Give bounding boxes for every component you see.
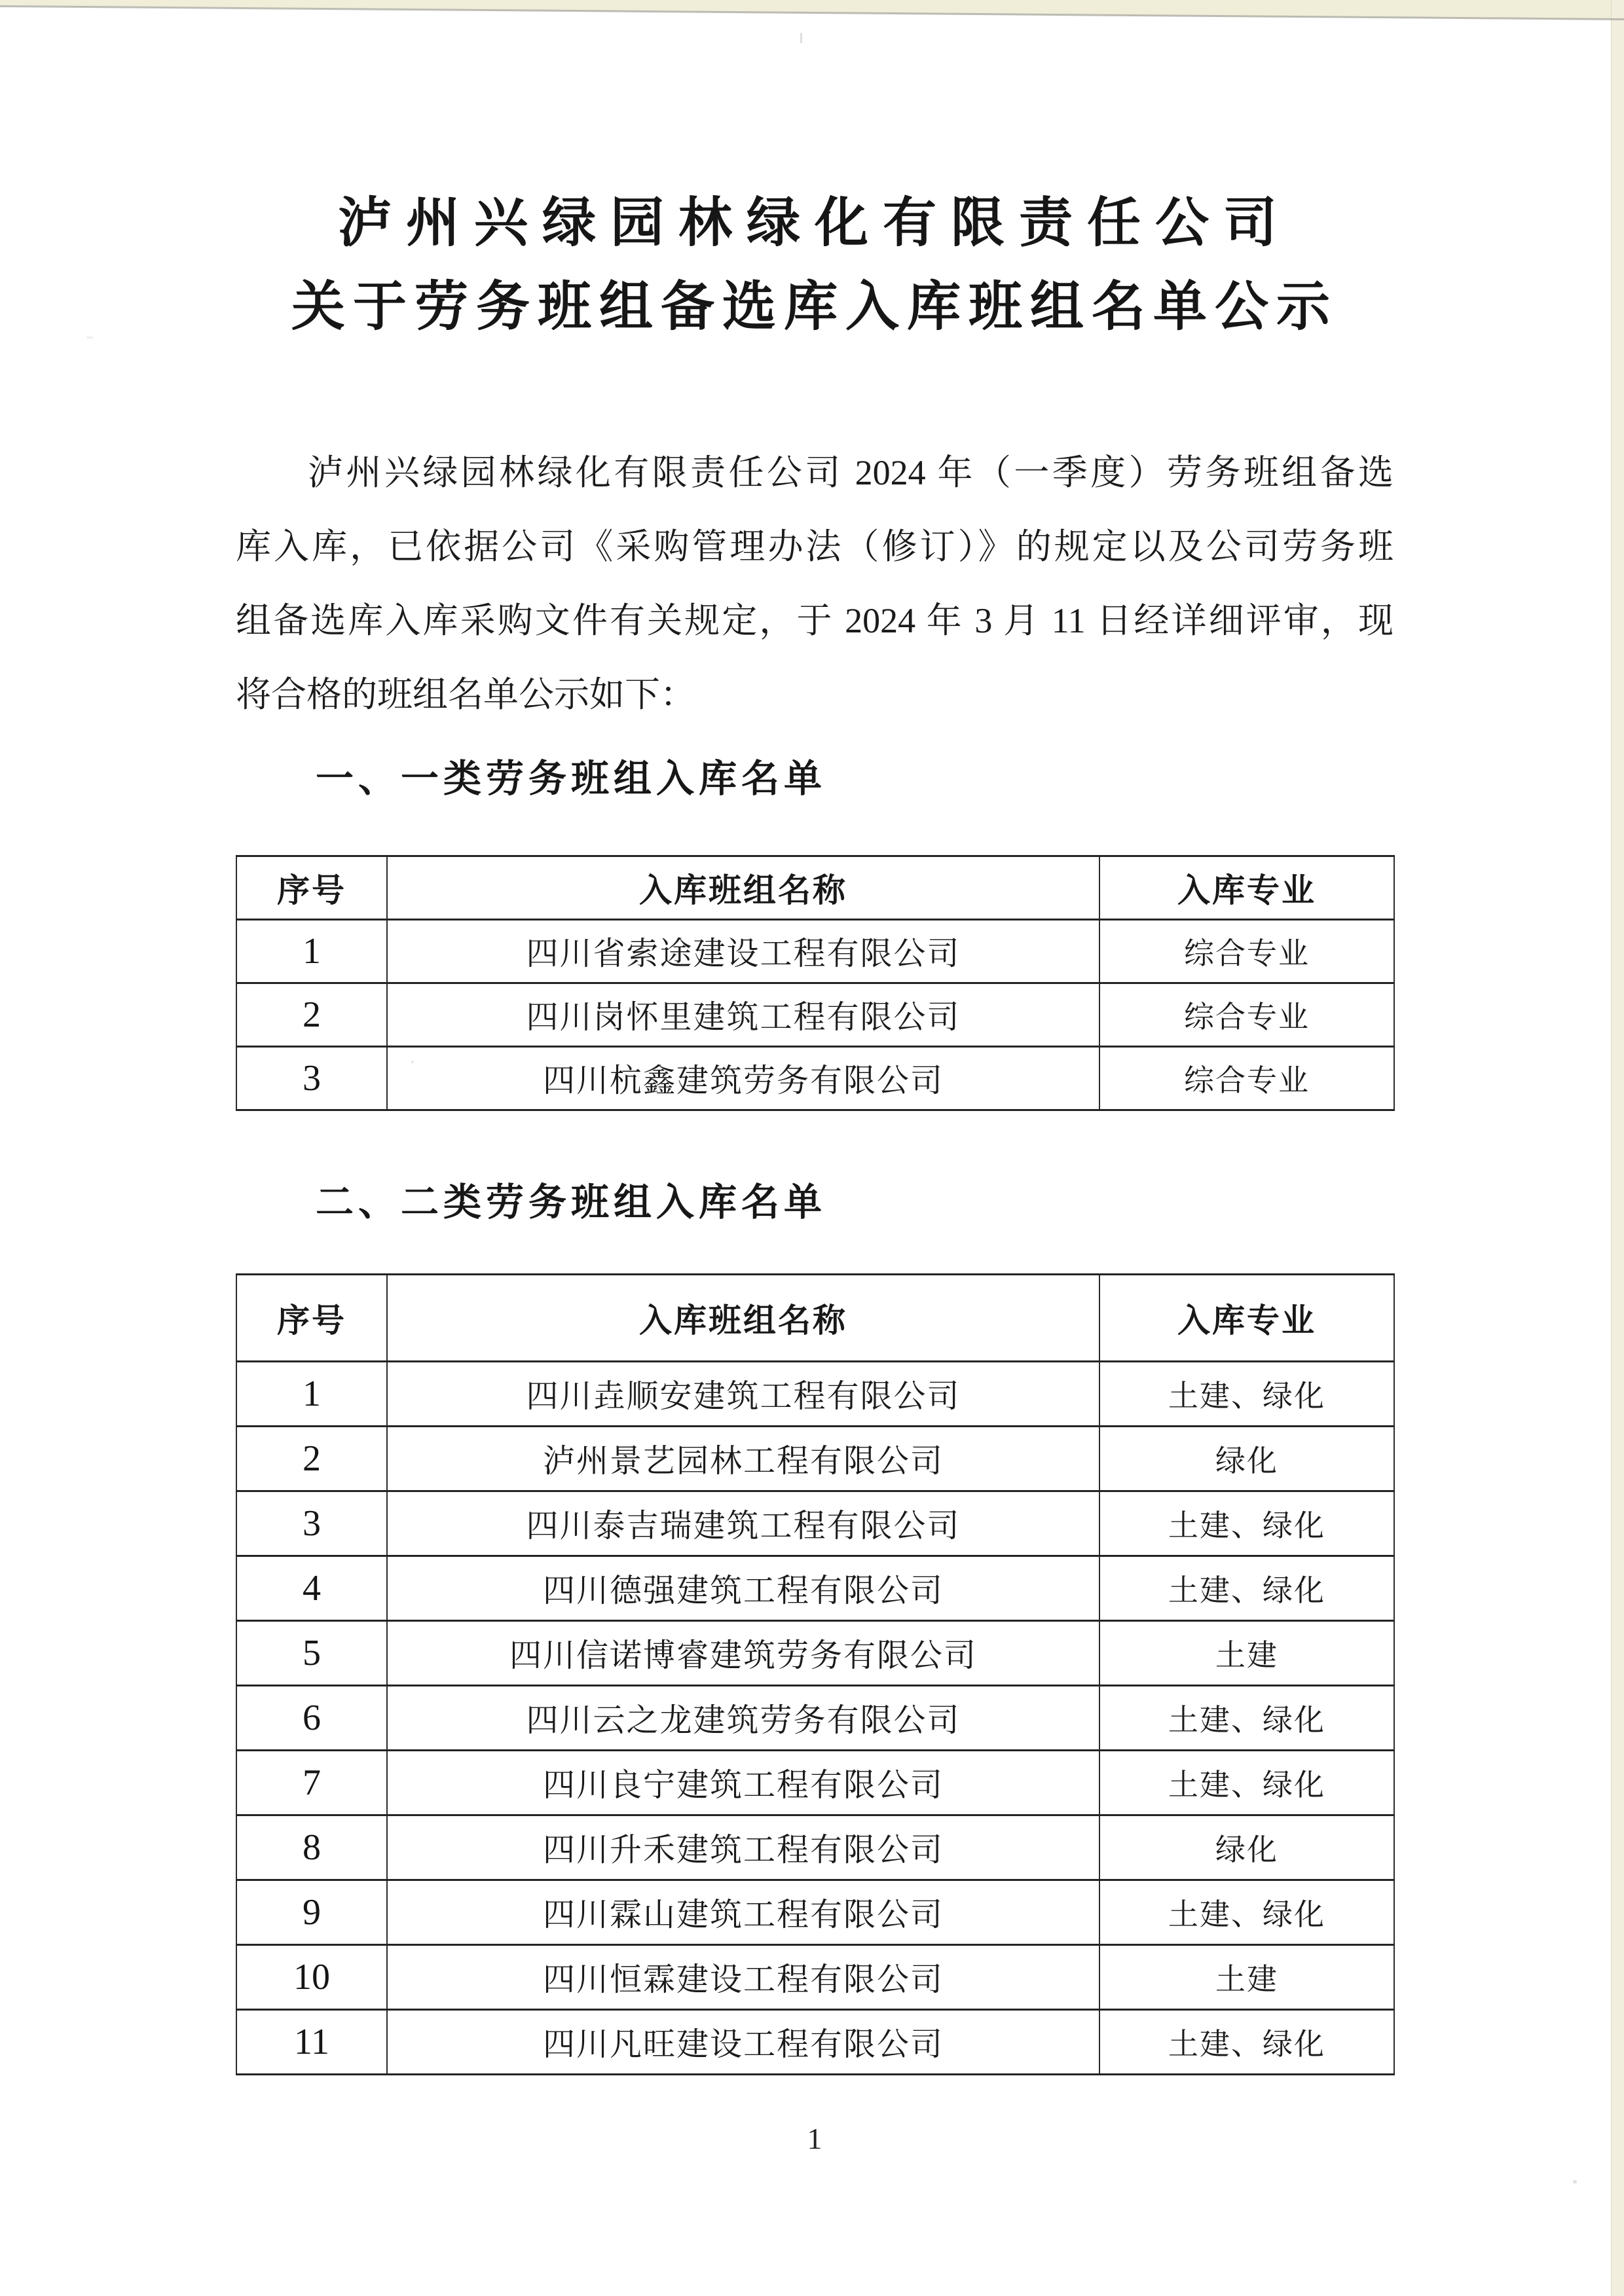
cell-major: 土建、绿化 bbox=[1099, 1491, 1394, 1556]
column-header-major: 入库专业 bbox=[1099, 856, 1394, 920]
document-content bbox=[236, 0, 1393, 2156]
cell-major: 综合专业 bbox=[1099, 920, 1394, 983]
scan-speck bbox=[86, 337, 93, 338]
cell-index: 8 bbox=[236, 1815, 387, 1880]
table-row bbox=[236, 983, 1394, 1047]
cell-index: 10 bbox=[236, 1945, 387, 2010]
cell-team-name: 四川垚顺安建筑工程有限公司 bbox=[387, 1362, 1099, 1427]
paragraph-line: 组备选库入库采购文件有关规定，于 2024 年 3 月 11 日经详细评审，现 bbox=[236, 601, 1393, 640]
cell-index: 2 bbox=[236, 983, 387, 1047]
table-row bbox=[236, 1491, 1394, 1556]
cell-team-name: 四川杭鑫建筑劳务有限公司 bbox=[387, 1047, 1099, 1110]
cell-major: 土建、绿化 bbox=[1099, 1556, 1394, 1621]
cell-major: 土建、绿化 bbox=[1099, 1362, 1394, 1427]
column-header-team-name: 入库班组名称 bbox=[387, 1275, 1099, 1362]
cell-team-name: 四川岗怀里建筑工程有限公司 bbox=[387, 983, 1099, 1047]
table-row bbox=[236, 1751, 1394, 1815]
section2-heading: 二、二类劳务班组入库名单 bbox=[316, 1181, 827, 1224]
table-header-row bbox=[236, 1275, 1394, 1362]
cell-team-name: 四川霖山建筑工程有限公司 bbox=[387, 1880, 1099, 1945]
title-line-2: 关于劳务班组备选库入库班组名单公示 bbox=[291, 277, 1338, 337]
cell-index: 3 bbox=[236, 1491, 387, 1556]
section1-heading: 一、一类劳务班组入库名单 bbox=[316, 757, 827, 800]
cell-team-name: 四川信诺博睿建筑劳务有限公司 bbox=[387, 1621, 1099, 1686]
table-row bbox=[236, 1362, 1394, 1427]
table-row bbox=[236, 1815, 1394, 1880]
cell-major: 综合专业 bbox=[1099, 983, 1394, 1047]
table-row bbox=[236, 1686, 1394, 1751]
scan-backing-right bbox=[1611, 0, 1624, 2296]
scan-speck bbox=[800, 33, 802, 43]
cell-major: 土建、绿化 bbox=[1099, 1686, 1394, 1751]
cell-major: 土建、绿化 bbox=[1099, 1751, 1394, 1815]
column-header-index: 序号 bbox=[236, 856, 387, 920]
cell-team-name: 四川云之龙建筑劳务有限公司 bbox=[387, 1686, 1099, 1751]
cell-major: 绿化 bbox=[1099, 1815, 1394, 1880]
cell-major: 土建 bbox=[1099, 1945, 1394, 2010]
cell-index: 1 bbox=[236, 920, 387, 983]
cell-index: 6 bbox=[236, 1686, 387, 1751]
cell-team-name: 四川升禾建筑工程有限公司 bbox=[387, 1815, 1099, 1880]
cell-team-name: 四川德强建筑工程有限公司 bbox=[387, 1556, 1099, 1621]
column-header-index: 序号 bbox=[236, 1275, 387, 1362]
body-paragraph bbox=[236, 436, 1393, 732]
paragraph-line: 库入库，已依据公司《采购管理办法（修订）》的规定以及公司劳务班 bbox=[236, 527, 1393, 566]
table-row bbox=[236, 2010, 1394, 2075]
cell-index: 1 bbox=[236, 1362, 387, 1427]
cell-major: 土建、绿化 bbox=[1099, 1880, 1394, 1945]
cell-team-name: 四川恒霖建设工程有限公司 bbox=[387, 1945, 1099, 2010]
cell-index: 5 bbox=[236, 1621, 387, 1686]
paragraph-line: 泸州兴绿园林绿化有限责任公司 2024 年（一季度）劳务班组备选 bbox=[308, 453, 1393, 492]
table-row bbox=[236, 1047, 1394, 1110]
cell-index: 9 bbox=[236, 1880, 387, 1945]
table-row bbox=[236, 1427, 1394, 1491]
cell-major: 土建 bbox=[1099, 1621, 1394, 1686]
cell-team-name: 四川省索途建设工程有限公司 bbox=[387, 920, 1099, 983]
document-title bbox=[236, 185, 1393, 346]
cell-team-name: 四川良宁建筑工程有限公司 bbox=[387, 1751, 1099, 1815]
cell-index: 4 bbox=[236, 1556, 387, 1621]
column-header-team-name: 入库班组名称 bbox=[387, 856, 1099, 920]
cell-index: 11 bbox=[236, 2010, 387, 2075]
cell-team-name: 泸州景艺园林工程有限公司 bbox=[387, 1427, 1099, 1491]
table-row bbox=[236, 1945, 1394, 2010]
cell-index: 3 bbox=[236, 1047, 387, 1110]
cell-major: 综合专业 bbox=[1099, 1047, 1394, 1110]
cell-major: 土建、绿化 bbox=[1099, 2010, 1394, 2075]
table-row bbox=[236, 1621, 1394, 1686]
cell-index: 2 bbox=[236, 1427, 387, 1491]
cell-team-name: 四川凡旺建设工程有限公司 bbox=[387, 2010, 1099, 2075]
scan-speck bbox=[1573, 2180, 1577, 2183]
category2-table bbox=[236, 1273, 1395, 2075]
cell-team-name: 四川泰吉瑞建筑工程有限公司 bbox=[387, 1491, 1099, 1556]
scan-speck bbox=[411, 1061, 414, 1063]
table-header-row bbox=[236, 856, 1394, 920]
title-line-1: 泸州兴绿园林绿化有限责任公司 bbox=[337, 193, 1291, 253]
page-number: 1 bbox=[807, 2122, 822, 2155]
column-header-major: 入库专业 bbox=[1099, 1275, 1394, 1362]
table-row bbox=[236, 1556, 1394, 1621]
paragraph-line: 将合格的班组名单公示如下： bbox=[236, 675, 695, 714]
table-row bbox=[236, 920, 1394, 983]
table-row bbox=[236, 1880, 1394, 1945]
cell-index: 7 bbox=[236, 1751, 387, 1815]
cell-major: 绿化 bbox=[1099, 1427, 1394, 1491]
category1-table bbox=[236, 855, 1395, 1111]
